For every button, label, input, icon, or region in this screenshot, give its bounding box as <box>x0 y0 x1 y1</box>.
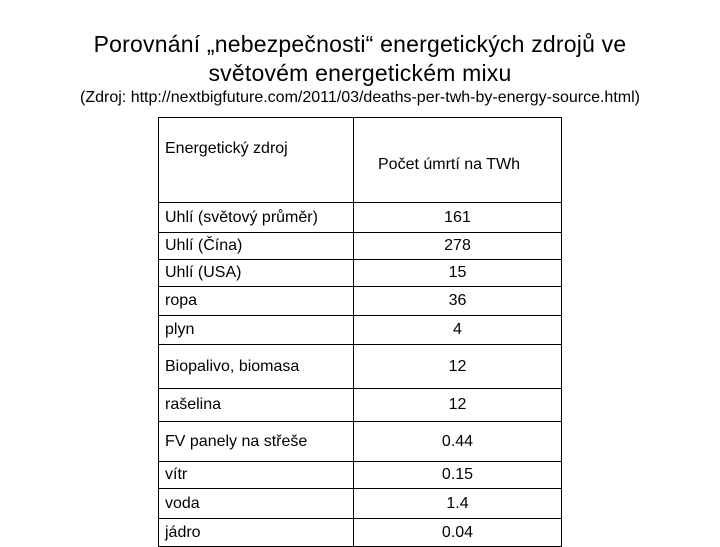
table-row <box>159 316 562 345</box>
row-deaths-value: 161 <box>354 203 562 233</box>
row-deaths-value: 0.04 <box>354 519 562 547</box>
table-row <box>159 462 562 489</box>
row-deaths-value: 278 <box>354 233 562 260</box>
row-deaths-value: 12 <box>354 389 562 422</box>
slide-title-line-2: světovém energetickém mixu <box>208 60 512 86</box>
header-deaths-per-twh: Počet úmrtí na TWh <box>354 118 562 203</box>
table-row <box>159 203 562 233</box>
row-energy-source: plyn <box>159 316 354 345</box>
table-row <box>159 389 562 422</box>
table-header-row <box>159 118 562 203</box>
row-energy-source: FV panely na střeše <box>159 422 354 462</box>
table-row <box>159 519 562 547</box>
slide-title <box>0 30 720 88</box>
header-energy-source: Energetický zdroj <box>159 118 354 203</box>
source-citation: (Zdroj: http://nextbigfuture.com/2011/03/deaths-per-twh-by-energy-source.html) <box>80 89 640 106</box>
row-energy-source: jádro <box>159 519 354 547</box>
row-energy-source: Uhlí (Čína) <box>159 233 354 260</box>
table-row <box>159 260 562 287</box>
table-row <box>159 345 562 389</box>
table-row <box>159 489 562 519</box>
row-deaths-value: 15 <box>354 260 562 287</box>
row-deaths-value: 36 <box>354 287 562 316</box>
row-energy-source: Biopalivo, biomasa <box>159 345 354 389</box>
row-deaths-value: 0.15 <box>354 462 562 489</box>
row-energy-source: Uhlí (světový průměr) <box>159 203 354 233</box>
row-energy-source: voda <box>159 489 354 519</box>
row-deaths-value: 4 <box>354 316 562 345</box>
table-row <box>159 422 562 462</box>
row-deaths-value: 1.4 <box>354 489 562 519</box>
table-row <box>159 287 562 316</box>
row-deaths-value: 0.44 <box>354 422 562 462</box>
slide-title-line-1: Porovnání „nebezpečnosti“ energetických zdrojů ve <box>93 31 627 57</box>
row-energy-source: ropa <box>159 287 354 316</box>
row-energy-source: vítr <box>159 462 354 489</box>
row-deaths-value: 12 <box>354 345 562 389</box>
row-energy-source: rašelina <box>159 389 354 422</box>
table-row <box>159 233 562 260</box>
energy-deaths-table <box>158 117 562 547</box>
row-energy-source: Uhlí (USA) <box>159 260 354 287</box>
